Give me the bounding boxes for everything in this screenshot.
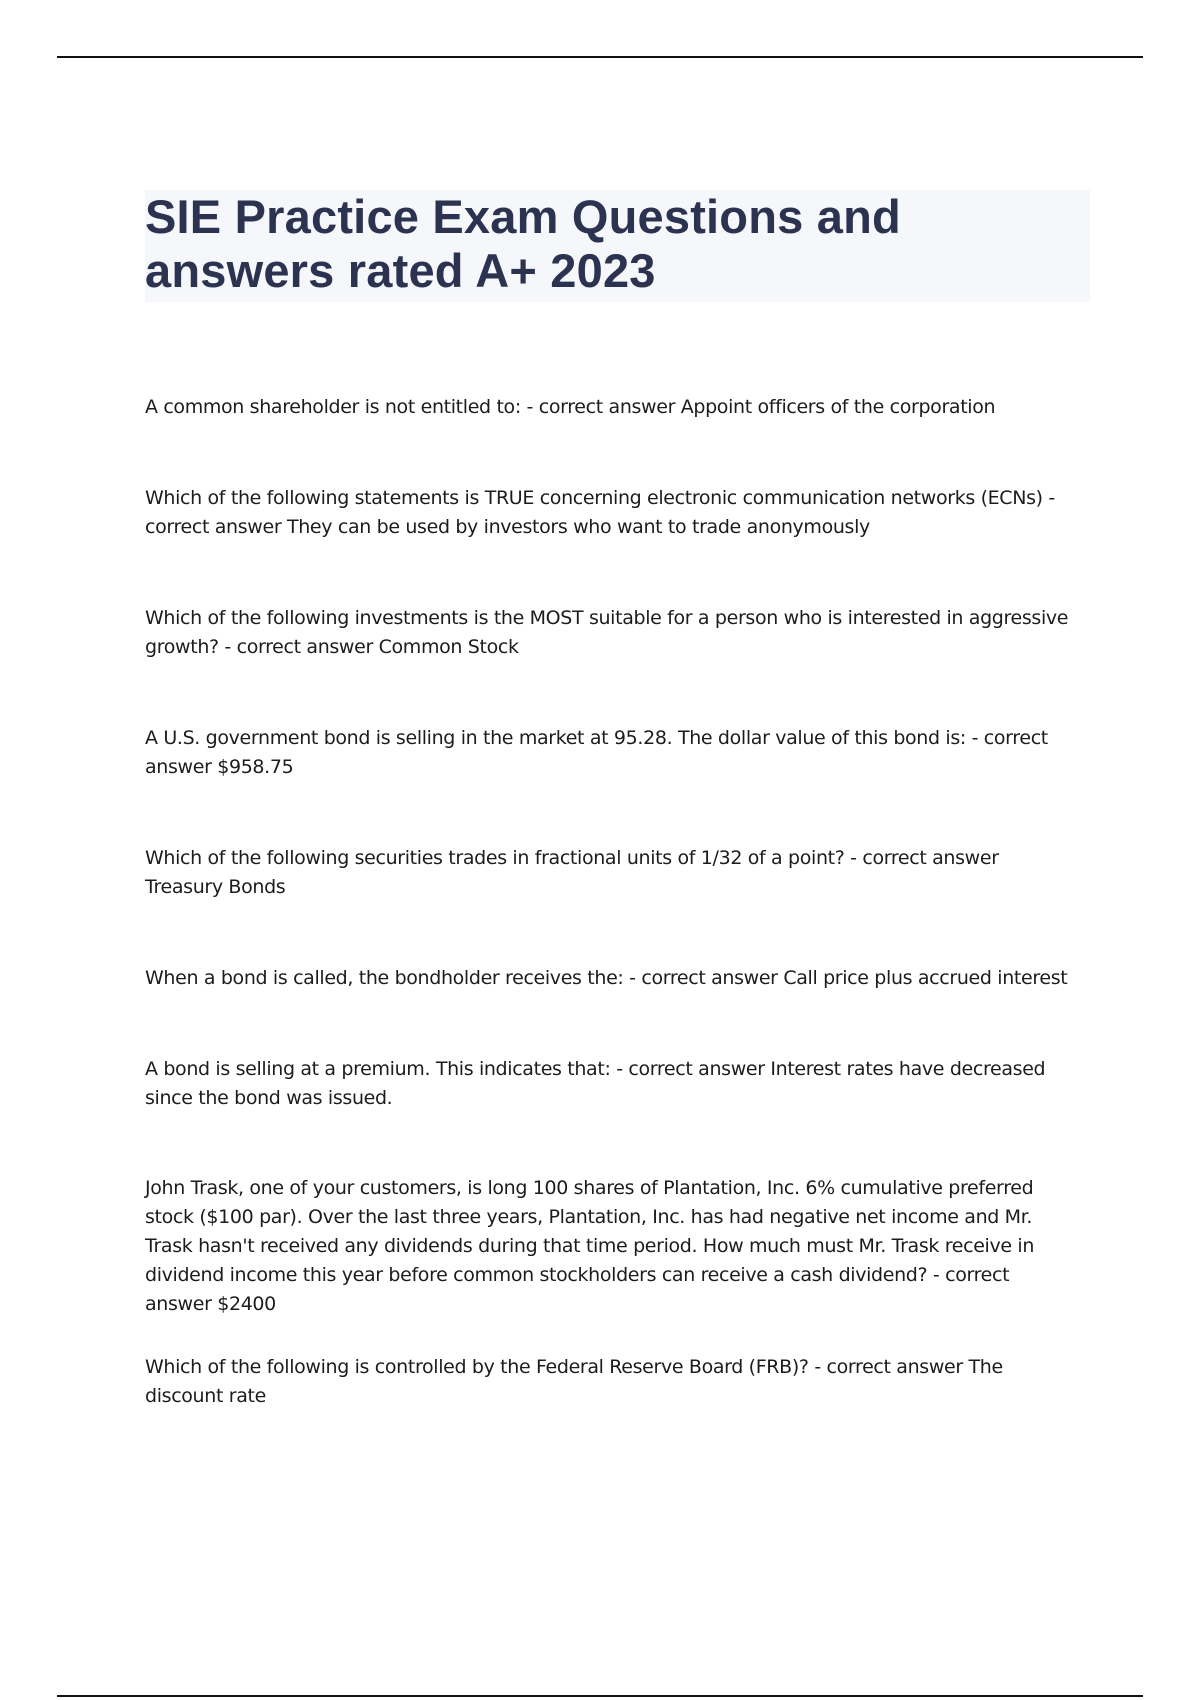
qa-item-8: John Trask, one of your customers, is long 100 shares of Plantation, Inc. 6% cumulative preferred stock ($100 par). Over the last three years, Plantation, Inc. has had negative net income and Mr. Trask hasn't received any dividends during that time period. How much must Mr. Trask receive in dividend income this year before common stockholders can receive a cash dividend? - correct answer $2400 bbox=[145, 1177, 1035, 1315]
top-divider bbox=[57, 56, 1143, 58]
qa-item-2: Which of the following statements is TRUE concerning electronic communication networks (ECNs) - correct answer They can be used by investors who want to trade anonymously bbox=[145, 487, 1055, 538]
document-title: SIE Practice Exam Questions and answers rated A+ 2023 bbox=[145, 190, 901, 297]
qa-item-5: Which of the following securities trades in fractional units of 1/32 of a point? - correct answer Treasury Bonds bbox=[145, 847, 999, 898]
qa-item-7: A bond is selling at a premium. This indicates that: - correct answer Interest rates have decreased since the bond was issued. bbox=[145, 1058, 1046, 1109]
qa-item-3: Which of the following investments is the MOST suitable for a person who is interested in aggressive growth? - correct answer Common Stock bbox=[145, 607, 1069, 658]
qa-item-6: When a bond is called, the bondholder receives the: - correct answer Call price plus accrued interest bbox=[145, 967, 1068, 989]
title-banner bbox=[145, 190, 1090, 302]
bottom-divider bbox=[57, 1695, 1143, 1697]
qa-item-1: A common shareholder is not entitled to: - correct answer Appoint officers of the corporation bbox=[145, 396, 996, 418]
qa-item-9: Which of the following is controlled by the Federal Reserve Board (FRB)? - correct answer The discount rate bbox=[145, 1356, 1003, 1407]
qa-item-4: A U.S. government bond is selling in the market at 95.28. The dollar value of this bond is: - correct answer $958.75 bbox=[145, 727, 1048, 778]
